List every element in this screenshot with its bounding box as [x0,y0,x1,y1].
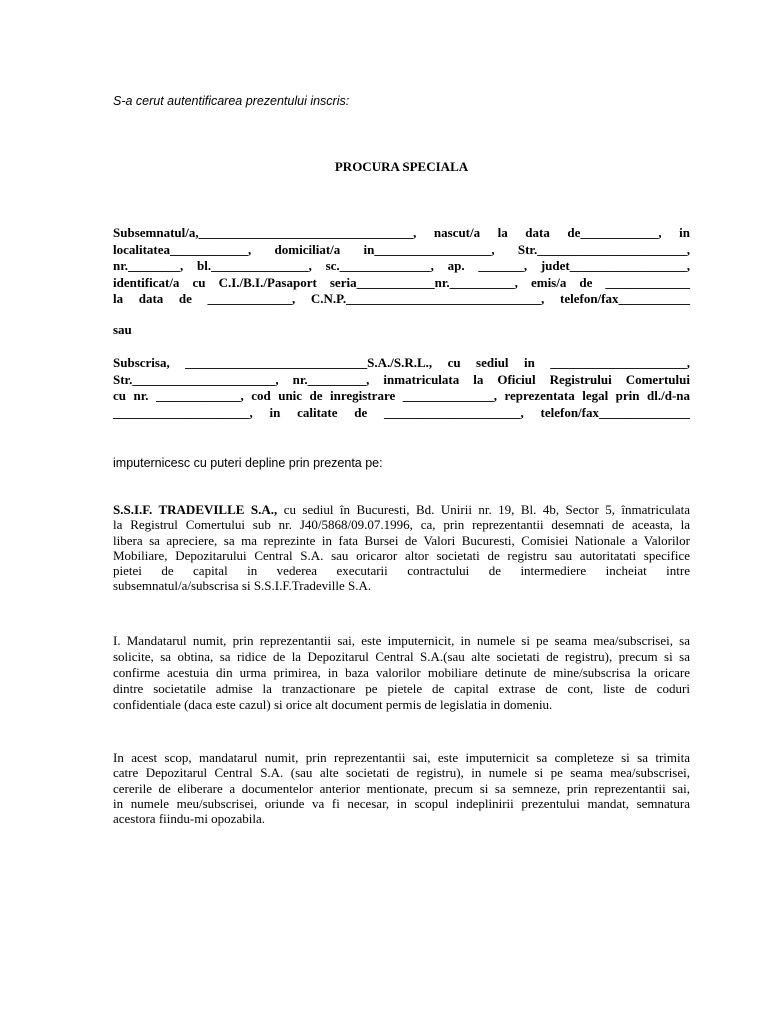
paragraph-line: cererile de eliberare a documentelor anterior mentionate, precum si sa semneze, prin reprezentantii sai, [113,780,690,796]
mandate-paragraph-1 [113,633,690,713]
separator-or: sau [113,322,132,337]
form-line: Subsemnatul/a,_________________________________, nascut/a la data de____________, in [113,225,690,240]
mandatary-name: S.S.I.F. TRADEVILLE S.A., [113,502,278,517]
form-line: Subscrisa, ____________________________S.A./S.R.L., cu sediul in _____________________, [113,355,690,370]
form-line: Str.______________________, nr._________, inmatriculata la Oficiul Registrului Comertului [113,371,690,387]
authentication-note: S-a cerut autentificarea prezentului inscris: [113,94,350,108]
paragraph-line: Mobiliare, Depozitarului Central S.A. sau oricaror altor societati de registru sau autoritatati specifice [113,547,690,563]
company-identification-block [113,355,690,421]
paragraph-line: solicite, sa obtina, sa ridice de la Depozitarul Central S.A.(sau alte societati de registru), precum si sa [113,649,690,664]
empowerment-line: imputernicesc cu puteri depline prin prezenta pe: [113,456,383,470]
paragraph-line: acestora fiindu-mi opozabila. [113,811,265,827]
paragraph-line: confirme acestuia din urma primirea, in baza valorilor mobiliare detinute de mine/subscrisa la oricare [113,665,690,680]
paragraph-text: cu sediul în Bucuresti, Bd. Unirii nr. 19, Bl. 4b, Sector 5, înmatriculata [277,502,690,517]
paragraph-line: catre Depozitarul Central S.A. (sau alte societati de registru), in numele si pe seama mea/subscrisei, [113,765,690,781]
paragraph-line: In acest scop, mandatarul numit, prin reprezentantii sai, este imputernicit sa completeze si sa trimita [113,750,690,765]
paragraph-line: in numele meu/subscrisei, oriunde va fi necesar, in scopul indeplinirii prezentului mandat, semnatura [113,795,690,811]
form-line: _____________________, in calitate de _____________________, telefon/fax______________ [113,404,690,420]
mandate-paragraph-2 [113,750,690,826]
paragraph-line: confidentiale (daca este cazul) si orice alt document permis de legislatia in domeniu. [113,697,553,712]
paragraph-line: I. Mandatarul numit, prin reprezentantii sai, este imputernicit, in numele si pe seama mea/subscrisei, sa [113,633,690,648]
form-line: localitatea____________, domiciliat/a in__________________, Str._______________________, [113,241,690,257]
paragraph-line: la Registrul Comertului sub nr. J40/5868/09.07.1996, ca, prin reprezentantii desemnati de aceasta, la [113,517,690,533]
form-line: la data de _____________, C.N.P.______________________________, telefon/fax___________ [113,291,690,306]
document-title: PROCURA SPECIALA [334,159,469,174]
paragraph-line: subsemnatul/a/subscrisa si S.S.I.F.Tradeville S.A. [113,578,372,594]
paragraph-line: pietei de capital in vederea executarii contractului de intermediere incheiat intre [113,563,690,579]
paragraph-line: libera sa apreciere, sa ma reprezinte in fata Bursei de Valori Bucuresti, Comisiei Nationale a Valorilor [113,532,690,548]
paragraph-line [113,502,690,517]
paragraph-line: dintre societatile admise la tranzactionare pe pietele de capital extrase de cont, liste de coduri [113,681,690,696]
mandatary-paragraph [113,502,690,594]
form-line: nr.________, bl._______________, sc.______________, ap. _______, judet__________________, [113,258,690,273]
individual-identification-block [113,225,690,308]
form-line: identificat/a cu C.I./B.I./Pasaport seria____________nr.__________, emis/a de _____________ [113,274,690,290]
form-line: cu nr. _____________, cod unic de inregistrare ______________, reprezentata legal prin dl./d-na [113,388,690,403]
